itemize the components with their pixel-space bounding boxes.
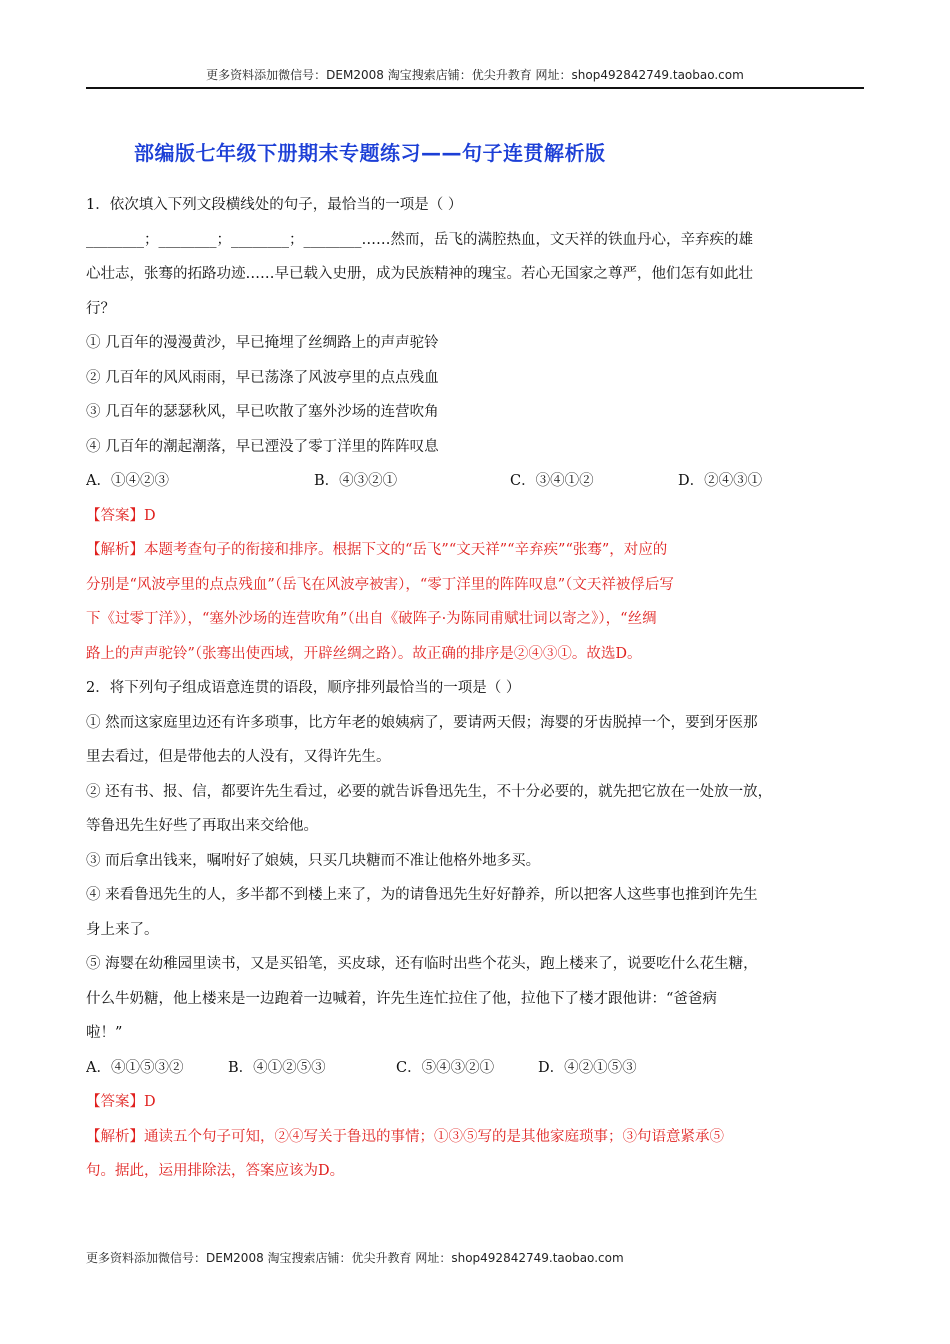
page-footer: 更多资料添加微信号：DEM2008 淘宝搜索店铺：优尖升教育 网址：shop492842749.taobao.com — [86, 1251, 624, 1265]
q2-line: ④ 来看鲁迅先生的人，多半都不到楼上来了，为的请鲁迅先生好好静养，所以把客人这些事也推到许先生 — [86, 887, 758, 903]
q2-line: ③ 而后拿出钱来，嘱咐好了娘姨，只买几块糖而不准让他格外地多买。 — [86, 852, 541, 869]
document-body — [86, 188, 874, 1189]
q1-options — [86, 464, 874, 499]
q2-option-d: D．④②①⑤③ — [538, 1059, 637, 1076]
q1-item: ③ 几百年的瑟瑟秋风，早已吹散了塞外沙场的连营吹角 — [86, 404, 439, 420]
q2-line: 身上来了。 — [86, 921, 159, 938]
q2-line: 里去看过，但是带他去的人没有，又得许先生。 — [86, 749, 391, 765]
q1-option-d: D．②④③① — [678, 473, 763, 489]
q1-item: ① 几百年的漫漫黄沙，早已掩埋了丝绸路上的声声驼铃 — [86, 335, 439, 351]
q1-analysis-line: 路上的声声驼铃”（张骞出使西域，开辟丝绸之路）。故正确的排序是②④③①。故选D。 — [86, 645, 642, 662]
q2-analysis-line: 句。据此，运用排除法，答案应该为D。 — [86, 1163, 345, 1179]
q1-answer: 【答案】D — [86, 507, 156, 524]
q2-line: ⑤ 海婴在幼稚园里读书，又是买铅笔，买皮球，还有临时出些个花头，跑上楼来了，说要吃什么花生糖， — [86, 956, 758, 972]
q2-option-c: C．⑤④③②① — [396, 1059, 495, 1076]
document-title: 部编版七年级下册期末专题练习——句子连贯解析版 — [134, 141, 606, 165]
q2-line: 等鲁迅先生好些了再取出来交给他。 — [86, 818, 318, 834]
q1-stem: 1．依次填入下列文段横线处的句子，最恰当的一项是（ ） — [86, 197, 463, 213]
q2-option-b: B．④①②⑤③ — [228, 1059, 326, 1076]
q1-item: ④ 几百年的潮起潮落，早已湮没了零丁洋里的阵阵叹息 — [86, 438, 439, 455]
q2-analysis-line: 【解析】通读五个句子可知，②④写关于鲁迅的事情；①③⑤写的是其他家庭琐事；③句语意紧承⑤ — [86, 1128, 724, 1145]
q1-passage-line: ________；________；________；________……然而，岳飞的满腔热血，文天祥的铁血丹心，辛弃疾的雄 — [86, 231, 753, 248]
q1-analysis-line: 【解析】本题考查句子的衔接和排序。根据下文的“岳飞”“文天祥”“辛弃疾”“张骞”，对应的 — [86, 542, 668, 558]
q1-analysis-line: 下《过零丁洋》），“塞外沙场的连营吹角”（出自《破阵子·为陈同甫赋壮词以寄之》），“丝绸 — [86, 611, 657, 627]
q2-option-a: A．④①⑤③② — [86, 1059, 184, 1076]
q2-stem: 2．将下列句子组成语意连贯的语段，顺序排列最恰当的一项是（ ） — [86, 680, 521, 696]
q2-line: ② 还有书、报、信，都要许先生看过，必要的就告诉鲁迅先生，不十分必要的，就先把它放在一处放一放， — [86, 783, 773, 800]
q1-option-c: C．③④①② — [510, 473, 594, 489]
q1-analysis-line: 分别是“风波亭里的点点残血”（岳飞在风波亭被害），“零丁洋里的阵阵叹息”（文天祥被俘后写 — [86, 576, 674, 593]
q1-option-a: A．①④②③ — [86, 473, 169, 489]
q2-line: ① 然而这家庭里边还有许多琐事，比方年老的娘姨病了，要请两天假；海婴的牙齿脱掉一个，要到牙医那 — [86, 714, 758, 731]
header-divider — [86, 87, 864, 89]
q2-answer: 【答案】D — [86, 1094, 156, 1110]
q1-passage-line: 心壮志，张骞的拓路功迹……早已载入史册，成为民族精神的瑰宝。若心无国家之尊严，他们怎有如此壮 — [86, 266, 753, 282]
page-header: 更多资料添加微信号：DEM2008 淘宝搜索店铺：优尖升教育 网址：shop492842749.taobao.com — [206, 68, 744, 82]
q1-option-b: B．④③②① — [314, 473, 398, 489]
q2-options — [86, 1051, 874, 1086]
q2-line: 什么牛奶糖，他上楼来是一边跑着一边喊着，许先生连忙拉住了他，拉他下了楼才跟他讲：“爸爸病 — [86, 990, 717, 1007]
q1-item: ② 几百年的风风雨雨，早已荡涤了风波亭里的点点残血 — [86, 369, 439, 386]
q1-passage-line: 行？ — [86, 300, 115, 317]
q2-line: 啦！” — [86, 1025, 123, 1041]
